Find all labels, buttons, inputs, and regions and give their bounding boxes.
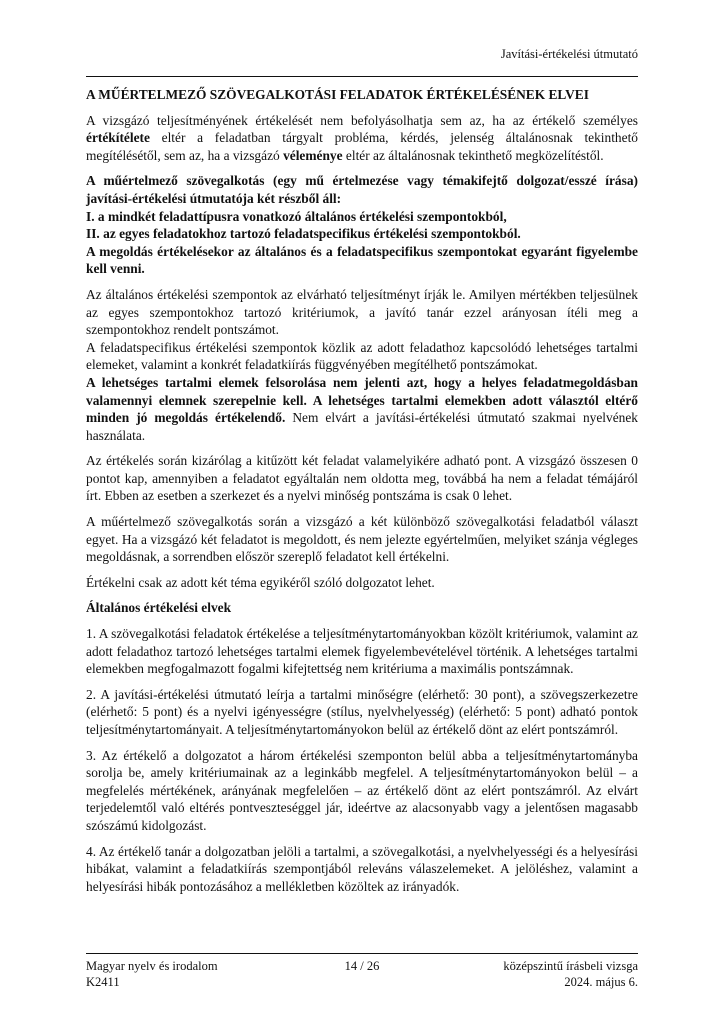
footer-row-2 <box>86 974 638 990</box>
header-rule <box>86 76 638 77</box>
structure-line-1: A műértelmező szövegalkotás (egy mű értelmezése vagy témakifejtő dolgozat/esszé írása) javítási-értékelési útmutatója két részből áll: <box>86 173 638 206</box>
choice-paragraph: A műértelmező szövegalkotás során a vizsgázó a két különböző szövegalkotási feladatból választ egyet. Ha a vizsgázó két feladatot is megoldott, és nem jelezte egyértelműen, melyiket szánja végleges megoldásnak, a sorrendben először szereplő feladatot kell értékelni. <box>86 514 638 565</box>
intro-text-1: A vizsgázó teljesítményének értékelését nem befolyásolhatja sem az, ha az értékelő személyes <box>86 112 638 128</box>
general-principles-heading: Általános értékelési elvek <box>86 600 232 616</box>
principle-4: 4. Az értékelő tanár a dolgozatban jelöli a tartalmi, a szövegalkotási, a nyelvhelyességi és a helyesírási hibákat, valamint a feladatkiírás szempontjából releváns válaszelemeket. A jelöléshez, valamint a helyesírási hibák pontozásához a mellékletben közöltek az irányadók. <box>86 843 638 894</box>
running-header: Javítási-értékelési útmutató <box>500 47 638 61</box>
intro-bold-2: véleménye <box>283 147 343 163</box>
structure-line-4: A megoldás értékelésekor az általános és a feladatspecifikus szempontokat egyaránt figyelembe kell venni. <box>86 243 638 277</box>
intro-text-3: eltér az általánosnak tekinthető megközelítéstől. <box>342 147 604 163</box>
page-number: 14 / 26 <box>344 959 380 973</box>
footer-rule <box>86 953 638 954</box>
structure-line-3: II. az egyes feladatokhoz tartozó feladatspecifikus értékelési szempontokból. <box>86 226 521 242</box>
scoring-paragraph: Az értékelés során kizárólag a kitűzött két feladat valamelyikére adható pont. A vizsgázó összesen 0 pontot kap, amennyiben a feladatot egyáltalán nem oldotta meg, továbbá ha nem a feladat témájáról írt. Ebben az esetben a szerkezet és a nyelvi minőség pontszáma is csak 0 lehet. <box>86 453 638 504</box>
criteria-rest-text: Nem elvárt a javítási-értékelési útmutató szakmai nyelvének használata. <box>86 410 638 443</box>
footer-code: K2411 <box>86 975 120 989</box>
principle-1: 1. A szövegalkotási feladatok értékelése a teljesítménytartományokban közölt kritériumok, valamint az adott feladathoz tartozó lehetséges tartalmi elemek figyelembevételével történik. A lehetséges tartalmi elemekben megfogalmazott fogalmi kifejtettség nem kritériuma a maximális pontszámnak. <box>86 626 638 677</box>
intro-text-2: eltér a feladatban tárgyalt probléma, kérdés, jelenség általánosnak tekinthető megítélésétől, sem az, ha a vizsgázó <box>86 130 638 163</box>
footer-subject: Magyar nyelv és irodalom <box>86 959 218 973</box>
intro-bold-1: értékítélete <box>86 130 150 146</box>
criteria-paragraph-3 <box>86 374 638 444</box>
criteria-paragraph-2: A feladatspecifikus értékelési szempontok közlik az adott feladathoz kapcsolódó lehetséges tartalmi elemeket, valamint a konkrét feladatkiírás függvényében megítélhető pontszámokat. <box>86 339 638 373</box>
section-title: A MŰÉRTELMEZŐ SZÖVEGALKOTÁSI FELADATOK ÉRTÉKELÉSÉNEK ELVEI <box>86 87 589 102</box>
principle-2: 2. A javítási-értékelési útmutató leírja a tartalmi minőségre (elérhető: 30 pont), a szövegszerkezetre (elérhető: 5 pont) és a nyelvi igényességre (stílus, nyelvhelyesség) (elérhető: 5 pont) adható pontok teljesítménytartományait. A teljesítménytartományokon belül az értékelő dönt az elért pontszámról. <box>86 686 638 737</box>
footer-exam-level: középszintű írásbeli vizsga <box>503 959 638 973</box>
principle-3: 3. Az értékelő a dolgozatot a három értékelési szemponton belül abba a teljesítménytartományba sorolja be, amely kritériumainak az a leginkább megfelel. A teljesítménytartományokon belül – a megfelelés mértékének, arányának megfelelően – az értékelő dönt az elért pontszámról. Az elvárt terjedelemtől való eltérés pontveszteséggel jár, ideértve az alacsonyabb vagy a jelentősen magasabb szószámú kidolgozást. <box>86 747 638 833</box>
page-body <box>86 86 638 903</box>
structure-line-2: I. a mindkét feladattípusra vonatkozó általános értékelési szempontokból, <box>86 208 507 224</box>
structure-bold-block <box>86 172 638 278</box>
criteria-bold-text: A lehetséges tartalmi elemek felsorolása nem jelenti azt, hogy a helyes feladatmegoldásban valamennyi elemnek szerepelnie kell. A lehetséges tartalmi elemekben adott választól eltérő minden jó megoldás értékelendő. <box>86 374 638 426</box>
footer-date: 2024. május 6. <box>564 975 638 989</box>
intro-paragraph <box>86 112 638 165</box>
page-footer <box>86 953 638 990</box>
single-topic-paragraph: Értékelni csak az adott két téma egyikéről szóló dolgozatot lehet. <box>86 574 435 590</box>
footer-row-1 <box>86 958 638 974</box>
criteria-paragraph-1: Az általános értékelési szempontok az elvárható teljesítményt írják le. Amilyen mértékben teljesülnek az egyes szempontokhoz tartozó kritériumok, a javító tanár ezzel arányosan ítéli meg a szempontokhoz rendelt pontszámot. <box>86 286 638 338</box>
